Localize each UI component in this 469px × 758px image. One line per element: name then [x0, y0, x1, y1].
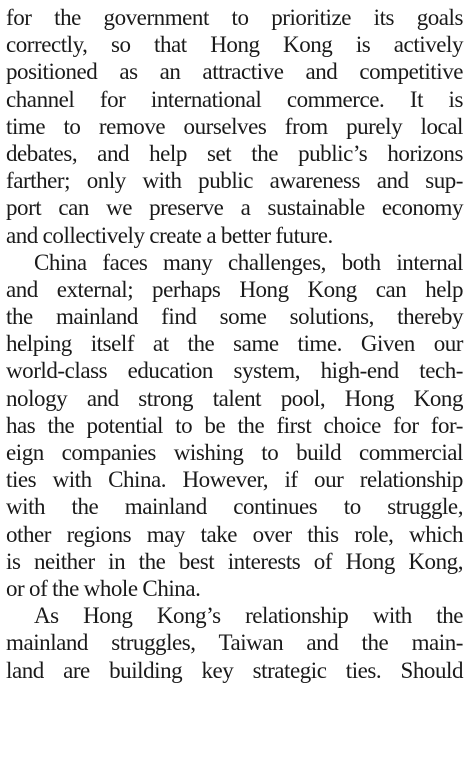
text-line: the mainland find some solutions, thereby [6, 304, 463, 330]
article-body [6, 4, 463, 684]
text-line: for the government to prioritize its goals [6, 5, 463, 30]
text-line: world-class education system, high-end tech- [6, 358, 463, 384]
text-line: nology and strong talent pool, Hong Kong [6, 385, 463, 411]
text-line: debates, and help set the public’s horizons [6, 140, 463, 166]
text-line: helping itself at the same time. Given our [6, 331, 463, 357]
text-line: is neither in the best interests of Hong Kong, [6, 548, 463, 574]
paragraph-first-line: China faces many challenges, both internal [34, 249, 463, 275]
text-line: eign companies wishing to build commercial [6, 440, 463, 465]
text-line: positioned as an attractive and competitive [6, 59, 463, 85]
text-line: farther; only with public awareness and sup- [6, 168, 463, 194]
text-line: mainland struggles, Taiwan and the main- [6, 630, 463, 656]
text-line: time to remove ourselves from purely local [6, 113, 463, 139]
text-line: and collectively create a better future. [6, 222, 333, 248]
text-line: correctly, so that Hong Kong is actively [6, 32, 463, 58]
paragraph-first-line: As Hong Kong’s relationship with the [34, 603, 463, 629]
text-line: or of the whole China. [6, 575, 201, 601]
text-line: port can we preserve a sustainable economy [6, 195, 463, 221]
text-line: ties with China. However, if our relationship [6, 467, 463, 493]
text-line: and external; perhaps Hong Kong can help [6, 276, 463, 302]
text-line: channel for international commerce. It is [6, 86, 463, 112]
text-line: with the mainland continues to struggle, [6, 494, 463, 520]
text-line: other regions may take over this role, which [6, 521, 463, 547]
text-line: has the potential to be the first choice for for- [6, 412, 463, 438]
text-line: land are building key strategic ties. Should [6, 657, 463, 683]
